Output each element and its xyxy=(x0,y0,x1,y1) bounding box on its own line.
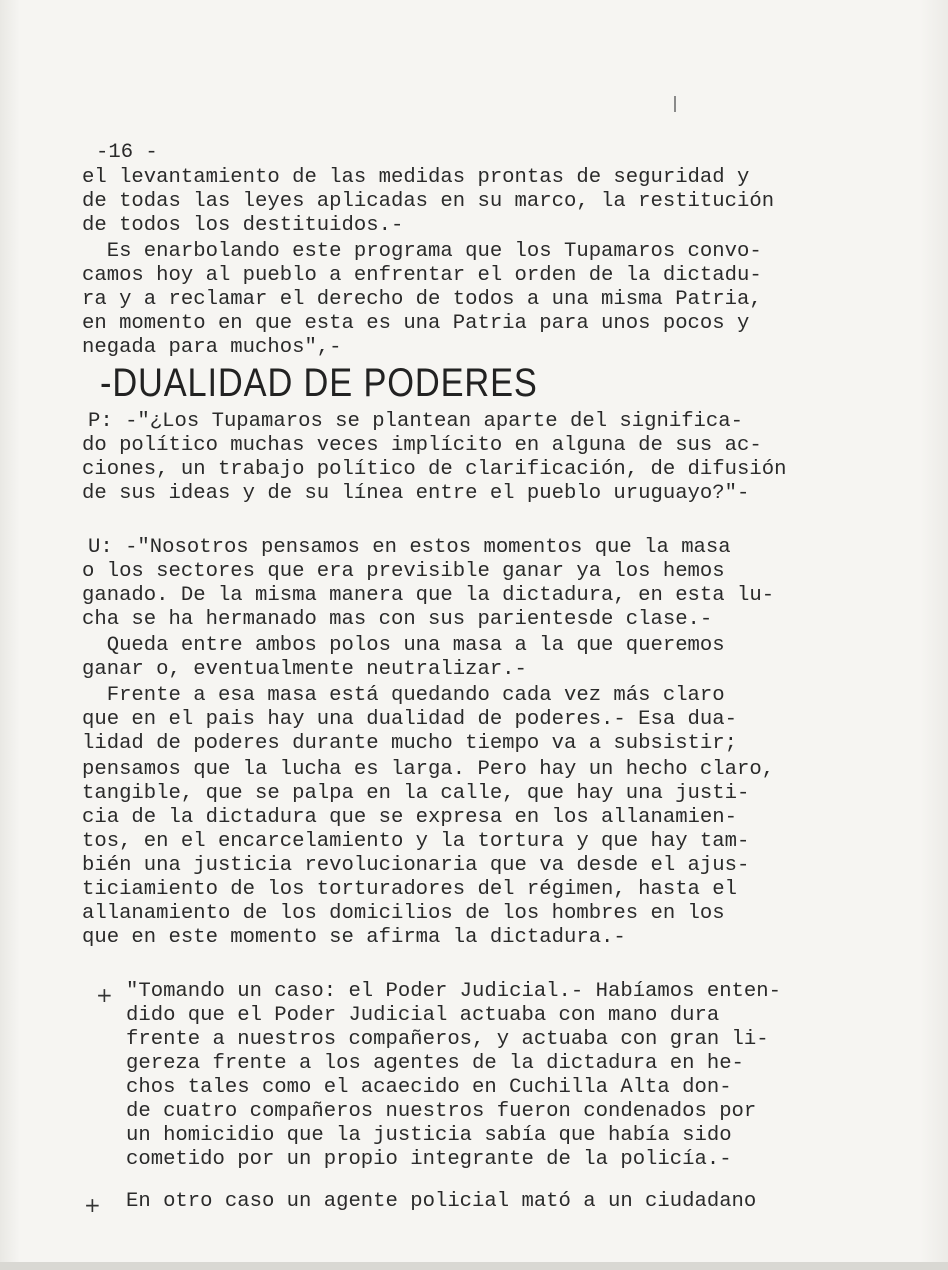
quote-line: un homicidio que la justicia sabía que había sido xyxy=(126,1124,732,1147)
question-line: de sus ideas y de su línea entre el pueblo uruguayo?"- xyxy=(82,482,750,505)
bullet-marker: + xyxy=(96,983,113,1007)
text-line: Es enarbolando este programa que los Tupamaros convo- xyxy=(82,240,762,263)
answer-line: U: -"Nosotros pensamos en estos momentos que la masa xyxy=(88,536,731,559)
answer-line: pensamos que la lucha es larga. Pero hay un hecho claro, xyxy=(82,758,775,781)
stray-pen-mark xyxy=(674,96,676,112)
answer-line: tangible, que se palpa en la calle, que hay una justi- xyxy=(82,782,750,805)
answer-line: cia de la dictadura que se expresa en los allanamien- xyxy=(82,806,737,829)
answer-line: que en el pais hay una dualidad de poderes.- Esa dua- xyxy=(82,708,737,731)
bullet-marker: + xyxy=(84,1193,101,1217)
text-line: de todos los destituidos.- xyxy=(82,214,404,237)
quote-line: gereza frente a los agentes de la dictadura en he- xyxy=(126,1052,744,1075)
text-line: ra y a reclamar el derecho de todos a una misma Patria, xyxy=(82,288,762,311)
text-line: en momento en que esta es una Patria para unos pocos y xyxy=(82,312,750,335)
section-heading: -DUALIDAD DE PODERES xyxy=(100,361,538,405)
page-bottom-edge xyxy=(0,1262,948,1270)
answer-line: o los sectores que era previsible ganar ya los hemos xyxy=(82,560,725,583)
text-line: de todas las leyes aplicadas en su marco, la restitución xyxy=(82,190,775,213)
answer-line: ticiamiento de los torturadores del régimen, hasta el xyxy=(82,878,737,901)
quote-line: cometido por un propio integrante de la policía.- xyxy=(126,1148,732,1171)
question-line: ciones, un trabajo político de clarificación, de difusión xyxy=(82,458,787,481)
answer-line: ganar o, eventualmente neutralizar.- xyxy=(82,658,527,681)
quote-line: "Tomando un caso: el Poder Judicial.- Habíamos enten- xyxy=(126,980,781,1003)
text-line: el levantamiento de las medidas prontas de seguridad y xyxy=(82,166,750,189)
question-line: P: -"¿Los Tupamaros se plantean aparte del significa- xyxy=(88,410,743,433)
answer-line: tos, en el encarcelamiento y la tortura y que hay tam- xyxy=(82,830,750,853)
quote-line: de cuatro compañeros nuestros fueron condenados por xyxy=(126,1100,757,1123)
text-line: camos hoy al pueblo a enfrentar el orden de la dictadu- xyxy=(82,264,762,287)
answer-line: cha se ha hermanado mas con sus parientesde clase.- xyxy=(82,608,713,631)
answer-line: que en este momento se afirma la dictadura.- xyxy=(82,926,626,949)
quote-line: dido que el Poder Judicial actuaba con mano dura xyxy=(126,1004,720,1027)
text-line: negada para muchos",- xyxy=(82,336,342,359)
quote-line: En otro caso un agente policial mató a un ciudadano xyxy=(126,1190,757,1213)
quote-line: frente a nuestros compañeros, y actuaba con gran li- xyxy=(126,1028,769,1051)
page-number: -16 - xyxy=(96,141,158,164)
answer-line: lidad de poderes durante mucho tiempo va a subsistir; xyxy=(82,732,737,755)
answer-line: allanamiento de los domicilios de los hombres en los xyxy=(82,902,725,925)
answer-line: Frente a esa masa está quedando cada vez más claro xyxy=(82,684,725,707)
answer-line: ganado. De la misma manera que la dictadura, en esta lu- xyxy=(82,584,775,607)
answer-line: Queda entre ambos polos una masa a la que queremos xyxy=(82,634,725,657)
answer-line: bién una justicia revolucionaria que va desde el ajus- xyxy=(82,854,750,877)
quote-line: chos tales como el acaecido en Cuchilla Alta don- xyxy=(126,1076,732,1099)
question-line: do político muchas veces implícito en alguna de sus ac- xyxy=(82,434,762,457)
